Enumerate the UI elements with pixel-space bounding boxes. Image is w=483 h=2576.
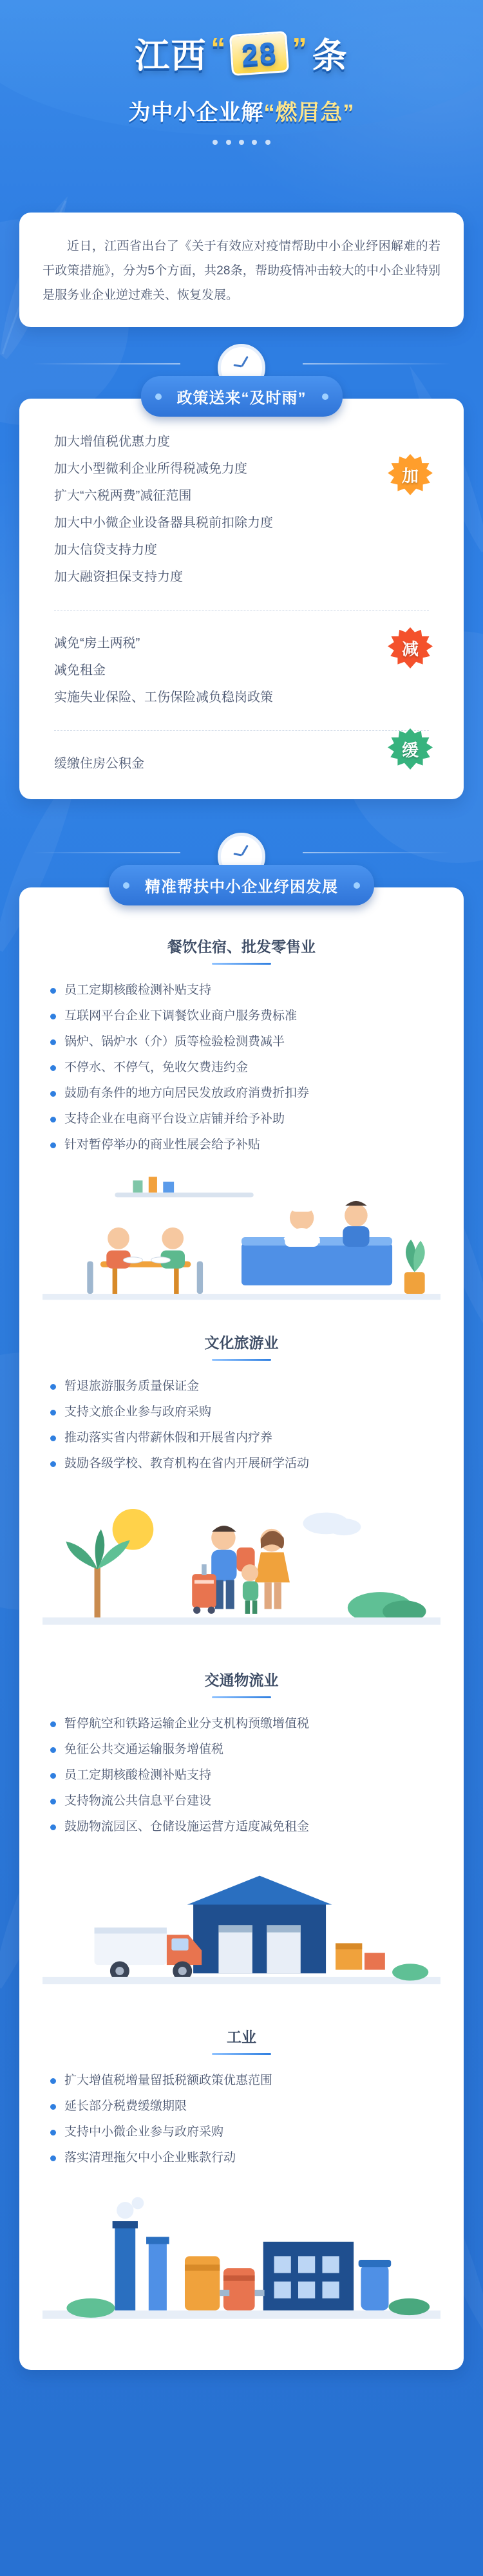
industry-title-tourism [19,1331,464,1361]
divider-line-right [303,363,451,365]
policy-item: 加大小型微利企业所得税减免力度 [54,462,247,476]
list-item: 鼓励有条件的地方向居民发放政府消费折扣券 [49,1081,434,1106]
section2-card [19,887,464,2370]
industry-title-text: 餐饮住宿、批发零售业 [167,938,316,955]
header-dot-row [0,137,483,148]
list-item: 扩大增值税增量留抵税额政策优惠范围 [49,2068,434,2094]
stamp-reduce [388,627,433,668]
page-title [135,28,348,78]
section2-title: 精准帮扶中小企业纾困发展 [109,865,374,905]
industry-list-logistics [19,1702,464,1844]
industry-title-industry [19,2025,464,2055]
header-dot [226,140,231,145]
policy-item: 加大中小微企业设备器具税前扣除力度 [54,516,273,530]
title-underline [212,2053,271,2055]
intro-text: 近日，江西省出台了《关于有效应对疫情帮助中小企业纾困解难的若干政策措施》，分为5个方面，共28条，帮助疫情冲击较大的中小企业特别是服务业企业逆过难关、恢复发展。 [43,240,440,302]
list-item: 互联网平台企业下调餐饮业商户服务费标准 [49,1003,434,1029]
subtitle-prefix: 为中小企业解 [128,100,264,125]
industry-title-text: 交通物流业 [204,1671,279,1689]
policy-item: 扩大“六税两费”减征范围 [54,489,192,503]
title-right-text: 条 [312,37,348,75]
illustration-factory-scene [43,2184,440,2340]
list-item: 支持企业在电商平台设立店铺并给予补助 [49,1106,434,1132]
policy-item: 实施失业保险、工伤保险减负稳岗政策 [54,690,273,705]
page-header [0,0,483,213]
list-item: 锅炉、锅炉水（介）质等检验检测费减半 [49,1029,434,1055]
title-left-text: 江西 [135,37,207,75]
title-block [0,0,483,148]
illustration-travel-family-scene [43,1490,440,1646]
list-item: 推动落实省内带薪休假和开展省内疗养 [49,1425,434,1451]
policy-item: 缓缴住房公积金 [54,757,144,771]
industry-title-text: 文化旅游业 [204,1334,279,1352]
list-item: 支持中小微企业参与政府采购 [49,2119,434,2145]
stamp-add-label: 加 [401,466,419,486]
industry-title-catering [19,935,464,965]
policy-item: 减免租金 [54,663,106,677]
subtitle-highlight: “燃眉急” [263,100,355,125]
policy-item: 加大信贷支持力度 [54,543,157,557]
list-item: 支持文旅企业参与政府采购 [49,1399,434,1425]
policy-item: 减免“房土两税” [54,636,140,650]
divider-line-left [32,852,180,853]
list-item: 暂退旅游服务质量保证金 [49,1374,434,1399]
section1-pill-wrap [0,376,483,417]
industry-list-catering [19,969,464,1162]
list-item: 支持物流公共信息平台建设 [49,1788,434,1814]
divider-line-left [32,363,180,365]
header-dot [213,140,218,145]
policy-group-add [54,428,429,591]
industry-title-text: 工业 [227,2028,256,2045]
title-quote-close: ” [292,31,308,65]
illustration-logistics-truck-scene [43,1853,440,2003]
list-item: 延长部分税费缓缴期限 [49,2094,434,2119]
title-underline [212,1359,271,1361]
page-subtitle [0,95,483,126]
list-item: 鼓励各级学校、教育机构在省内开展研学活动 [49,1451,434,1477]
header-dot [265,140,270,145]
title-quote-open: “ [211,31,227,65]
title-underline [212,1696,271,1698]
policy-item: 加大融资担保支持力度 [54,570,183,584]
illustration-restaurant-scene [43,1171,440,1309]
section1-title: 政策送来“及时雨” [141,376,343,417]
list-item: 员工定期核酸检测补贴支持 [49,1763,434,1788]
industry-list-tourism [19,1365,464,1481]
header-dot [252,140,257,145]
footer-spacer [0,2370,483,2396]
title-underline [212,963,271,965]
section2-pill-wrap [0,865,483,905]
industry-title-logistics [19,1669,464,1698]
list-item: 暂停航空和铁路运输企业分支机构预缴增值税 [49,1711,434,1737]
stamp-add [388,454,433,495]
list-item: 不停水、不停气，免收欠费违约金 [49,1055,434,1081]
list-item: 针对暂停举办的商业性展会给予补贴 [49,1132,434,1158]
intro-card [19,213,464,327]
stamp-defer [388,728,433,770]
stamp-reduce-label: 减 [401,639,419,659]
title-number-badge: 28 [229,30,289,75]
industry-list-industry [19,2059,464,2175]
policy-item: 加大增值税优惠力度 [54,435,170,449]
policy-group-reduce [54,610,429,711]
section1-card [19,399,464,799]
list-item: 鼓励物流园区、仓储设施运营方适度减免租金 [49,1814,434,1840]
policy-group-defer [54,730,429,777]
list-item: 免征公共交通运输服务增值税 [49,1737,434,1763]
list-item: 落实清理拖欠中小企业账款行动 [49,2145,434,2171]
divider-line-right [303,852,451,853]
list-item: 员工定期核酸检测补贴支持 [49,978,434,1003]
header-dot [239,140,244,145]
stamp-defer-label: 缓 [401,740,419,760]
